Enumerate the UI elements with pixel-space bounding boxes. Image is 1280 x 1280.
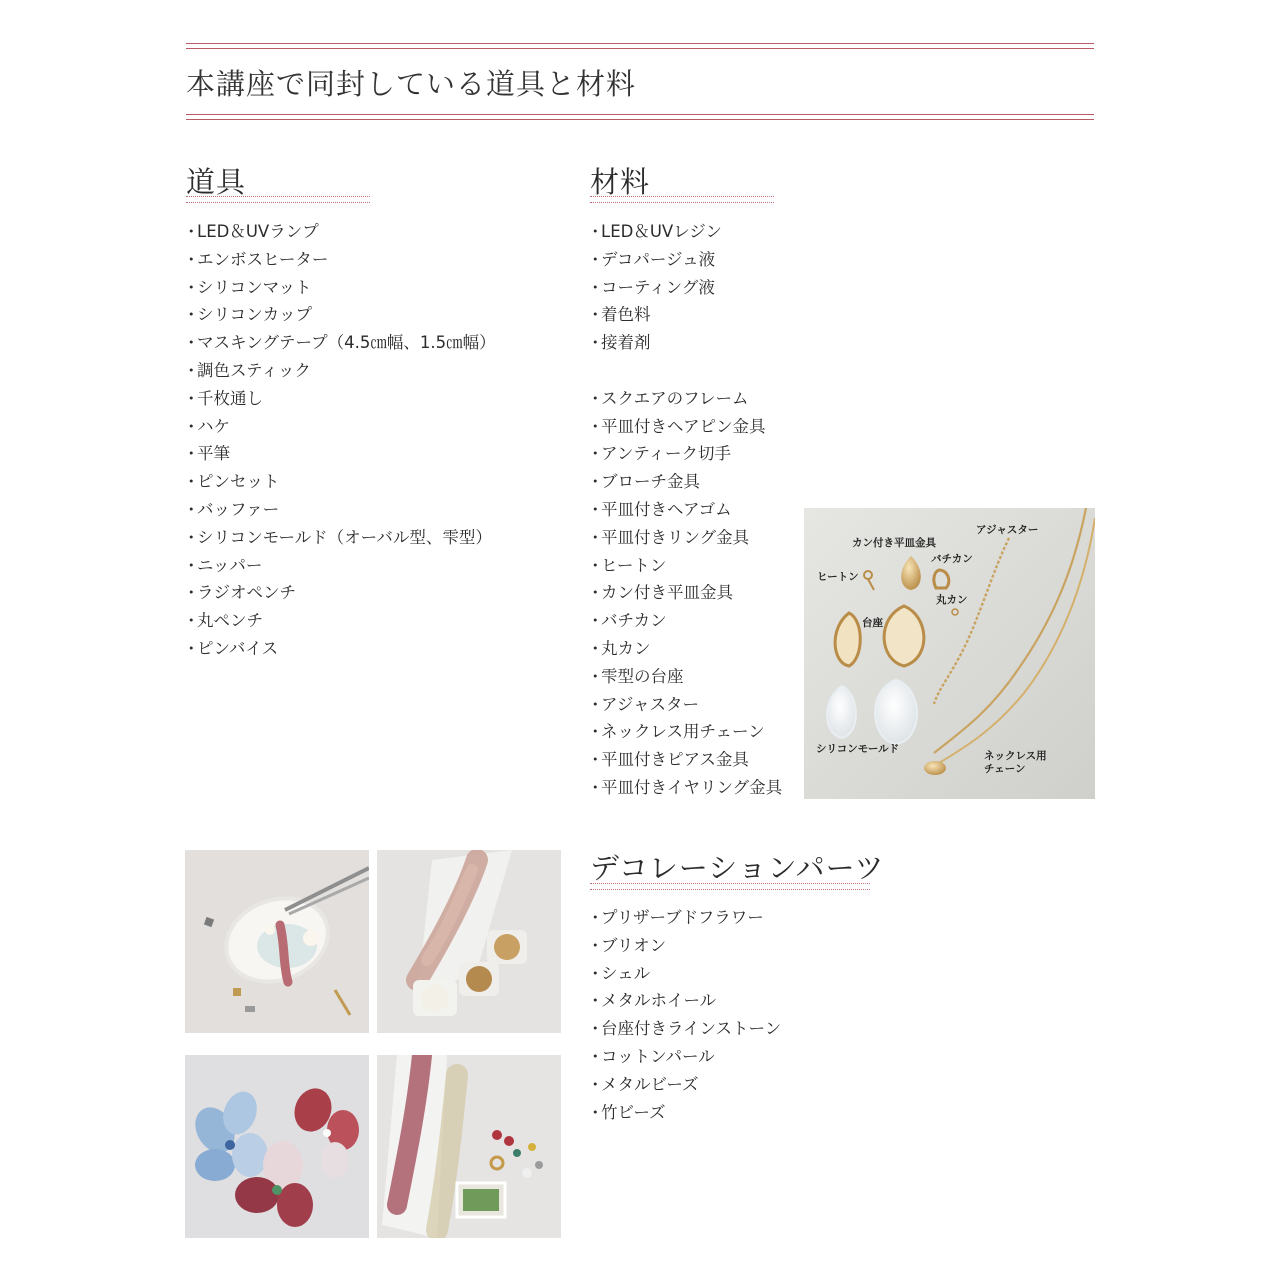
materials-list-item xyxy=(587,524,782,552)
bullet: ・ xyxy=(587,991,604,1011)
decoration-list xyxy=(587,904,781,1126)
bullet: ・ xyxy=(587,499,604,519)
materials-list-item-label: デコパージュ液 xyxy=(601,249,716,269)
tools-list-item-label: シリコンモールド（オーバル型、雫型） xyxy=(197,527,492,547)
materials-list-item-label: カン付き平皿金具 xyxy=(601,583,733,603)
materials-list-item-label: ブローチ金具 xyxy=(601,472,700,492)
tools-list-item xyxy=(183,468,496,496)
bullet: ・ xyxy=(587,1074,604,1094)
photo-label-necklace-chain-2: チェーン xyxy=(984,763,1026,775)
bullet: ・ xyxy=(587,333,604,353)
materials-list-item xyxy=(587,385,782,413)
tools-list-item-label: ラジオペンチ xyxy=(197,583,296,603)
materials-list-item xyxy=(587,635,782,663)
tools-list-item xyxy=(183,524,496,552)
tools-list-item xyxy=(183,440,496,468)
bullet: ・ xyxy=(587,722,604,742)
materials-list xyxy=(587,218,782,802)
materials-list-item xyxy=(587,413,782,441)
bullet: ・ xyxy=(183,555,200,575)
materials-list-item-label: ヒートン xyxy=(601,555,667,575)
tools-list-item-label: ニッパー xyxy=(197,555,263,575)
tools-list-item xyxy=(183,274,496,302)
decoration-list-item-label: 竹ビーズ xyxy=(601,1102,666,1122)
bullet: ・ xyxy=(183,611,200,631)
tools-list-item xyxy=(183,385,496,413)
materials-list-item-label: 雫型の台座 xyxy=(601,666,684,686)
materials-list-item-label: バチカン xyxy=(601,611,667,631)
materials-list-item-label: LED＆UVレジン xyxy=(601,222,722,241)
tools-list-item xyxy=(183,329,496,357)
bullet: ・ xyxy=(183,499,200,519)
materials-list-spacer xyxy=(587,357,782,385)
photo-resin-mold-pearls xyxy=(185,850,369,1033)
decoration-list-item xyxy=(587,904,781,932)
bullet: ・ xyxy=(587,249,604,269)
bullet: ・ xyxy=(587,583,604,603)
tools-list-item-label: エンボスヒーター xyxy=(197,249,329,269)
materials-list-item-label: 平皿付きイヤリング金具 xyxy=(601,777,783,797)
tools-list-item xyxy=(183,218,496,246)
bullet: ・ xyxy=(183,583,200,603)
photo-label-adjuster: アジャスター xyxy=(976,524,1039,536)
header-rule-top-2 xyxy=(186,48,1094,49)
bullet: ・ xyxy=(183,444,200,464)
header-rule-bottom-2 xyxy=(186,119,1094,120)
materials-list-item-label: コーティング液 xyxy=(601,277,715,297)
materials-list-item xyxy=(587,218,782,246)
decoration-heading: デコレーションパーツ xyxy=(590,851,885,885)
bullet: ・ xyxy=(183,638,200,658)
materials-list-item-label: 平皿付きヘアピン金具 xyxy=(601,416,766,436)
bullet: ・ xyxy=(183,305,200,325)
materials-list-item xyxy=(587,246,782,274)
tools-list-item-label: 平筆 xyxy=(197,444,230,464)
tools-list-item-label: バッファー xyxy=(197,499,280,519)
bullet: ・ xyxy=(183,333,200,353)
materials-list-item xyxy=(587,440,782,468)
photo-label-kan-plate: カン付き平皿金具 xyxy=(852,537,936,549)
materials-list-item xyxy=(587,774,782,802)
decoration-list-item-label: シェル xyxy=(601,963,651,983)
tools-list-item xyxy=(183,357,496,385)
bullet: ・ xyxy=(587,527,604,547)
materials-list-item xyxy=(587,468,782,496)
materials-list-item-label: 平皿付きピアス金具 xyxy=(601,750,749,770)
materials-list-item xyxy=(587,552,782,580)
bullet: ・ xyxy=(587,777,604,797)
bullet: ・ xyxy=(587,908,604,927)
tools-list-item xyxy=(183,607,496,635)
materials-list-item-label: 着色料 xyxy=(601,305,651,325)
bullet: ・ xyxy=(587,666,604,686)
materials-list-item xyxy=(587,579,782,607)
tools-list-item-label: ピンバイス xyxy=(197,638,279,658)
decoration-heading-underline xyxy=(590,883,870,884)
materials-list-item-label: スクエアのフレーム xyxy=(601,388,749,408)
materials-list-item xyxy=(587,663,782,691)
tools-list-item xyxy=(183,301,496,329)
photo-label-marukan: 丸カン xyxy=(936,594,968,606)
materials-heading-underline xyxy=(590,196,774,197)
photo-decoration-parts xyxy=(377,1055,561,1238)
bullet: ・ xyxy=(587,935,604,955)
decoration-list-item xyxy=(587,1015,781,1043)
bullet: ・ xyxy=(183,277,200,297)
bullet: ・ xyxy=(183,416,200,436)
materials-list-item xyxy=(587,274,782,302)
bullet: ・ xyxy=(587,277,604,297)
tools-list-item-label: マスキングテープ（4.5㎝幅、1.5㎝幅） xyxy=(197,333,496,353)
materials-list-item-label: アジャスター xyxy=(601,694,700,714)
photo-label-silicon-mold: シリコンモールド xyxy=(816,743,900,755)
materials-list-item xyxy=(587,301,782,329)
materials-list-item-label: ネックレス用チェーン xyxy=(601,722,765,742)
tools-list-item-label: ハケ xyxy=(197,416,230,436)
decoration-list-item xyxy=(587,1043,781,1071)
bullet: ・ xyxy=(587,555,604,575)
decoration-list-item-label: プリザーブドフラワー xyxy=(601,908,764,927)
materials-list-item xyxy=(587,496,782,524)
tools-list-item xyxy=(183,635,496,663)
page-title: 本講座で同封している道具と材料 xyxy=(186,67,637,101)
decoration-list-item xyxy=(587,960,781,988)
materials-heading-underline-2 xyxy=(590,202,774,203)
bullet: ・ xyxy=(587,611,604,631)
bullet: ・ xyxy=(587,388,604,408)
header-rule-bottom-1 xyxy=(186,114,1094,115)
tools-list-item-label: 千枚通し xyxy=(197,388,263,408)
tools-list-item-label: 丸ペンチ xyxy=(197,611,263,631)
bullet: ・ xyxy=(587,1102,604,1122)
tools-list-item-label: シリコンマット xyxy=(197,277,312,297)
photo-label-bachikan: バチカン xyxy=(931,553,973,565)
tools-list xyxy=(183,218,496,663)
decoration-list-item-label: メタルビーズ xyxy=(601,1074,699,1094)
bullet: ・ xyxy=(587,963,604,983)
tools-list-item-label: シリコンカップ xyxy=(197,305,313,325)
bullet: ・ xyxy=(587,472,604,492)
bullet: ・ xyxy=(587,416,604,436)
header-rule-top-1 xyxy=(186,43,1094,44)
materials-list-item-label: 平皿付きリング金具 xyxy=(601,527,750,547)
bullet: ・ xyxy=(587,222,604,241)
tools-list-item xyxy=(183,579,496,607)
photo-preserved-flower-bullion xyxy=(377,850,561,1033)
bullet: ・ xyxy=(587,1046,604,1066)
photo-label-heaton: ヒートン xyxy=(817,571,859,583)
materials-list-item xyxy=(587,746,782,774)
bullet: ・ xyxy=(183,360,200,380)
photo-label-necklace-chain-1: ネックレス用 xyxy=(984,750,1047,762)
bullet: ・ xyxy=(587,750,604,770)
photo-resin-flowers xyxy=(185,1055,369,1238)
decoration-list-item-label: コットンパール xyxy=(601,1046,715,1066)
bullet: ・ xyxy=(183,388,200,408)
tools-heading: 道具 xyxy=(186,165,247,199)
tools-list-item xyxy=(183,413,496,441)
bullet: ・ xyxy=(183,472,200,492)
materials-list-item xyxy=(587,329,782,357)
bullet: ・ xyxy=(587,1019,604,1039)
materials-list-item-label: 接着剤 xyxy=(601,333,651,353)
decoration-list-item-label: ブリオン xyxy=(601,935,667,955)
bullet: ・ xyxy=(587,305,604,325)
tools-heading-underline-2 xyxy=(186,202,370,203)
decoration-heading-underline-2 xyxy=(590,889,870,890)
decoration-list-item xyxy=(587,1071,781,1099)
decoration-list-item-label: 台座付きラインストーン xyxy=(601,1019,782,1039)
tools-list-item xyxy=(183,552,496,580)
bullet: ・ xyxy=(587,638,604,658)
tools-list-item-label: LED＆UVランプ xyxy=(197,222,319,241)
decoration-list-item-label: メタルホイール xyxy=(601,991,717,1011)
photo-label-daiza: 台座 xyxy=(862,617,883,629)
bullet: ・ xyxy=(183,527,200,547)
bullet: ・ xyxy=(183,249,200,269)
tools-heading-underline xyxy=(186,196,370,197)
materials-list-item-label: 丸カン xyxy=(601,638,651,658)
decoration-list-item xyxy=(587,932,781,960)
materials-list-item xyxy=(587,691,782,719)
bullet: ・ xyxy=(183,222,200,241)
bullet: ・ xyxy=(587,444,604,464)
materials-list-item-label: アンティーク切手 xyxy=(601,444,732,464)
materials-heading: 材料 xyxy=(590,165,651,199)
decoration-list-item xyxy=(587,1099,781,1127)
tools-list-item xyxy=(183,246,496,274)
tools-list-item-label: 調色スティック xyxy=(197,360,311,380)
bullet: ・ xyxy=(587,694,604,714)
materials-list-item xyxy=(587,607,782,635)
materials-list-item-label: 平皿付きヘアゴム xyxy=(601,499,732,519)
materials-parts-photo xyxy=(804,508,1095,799)
decoration-list-item xyxy=(587,987,781,1015)
tools-list-item-label: ピンセット xyxy=(197,472,280,492)
tools-list-item xyxy=(183,496,496,524)
materials-list-item xyxy=(587,718,782,746)
